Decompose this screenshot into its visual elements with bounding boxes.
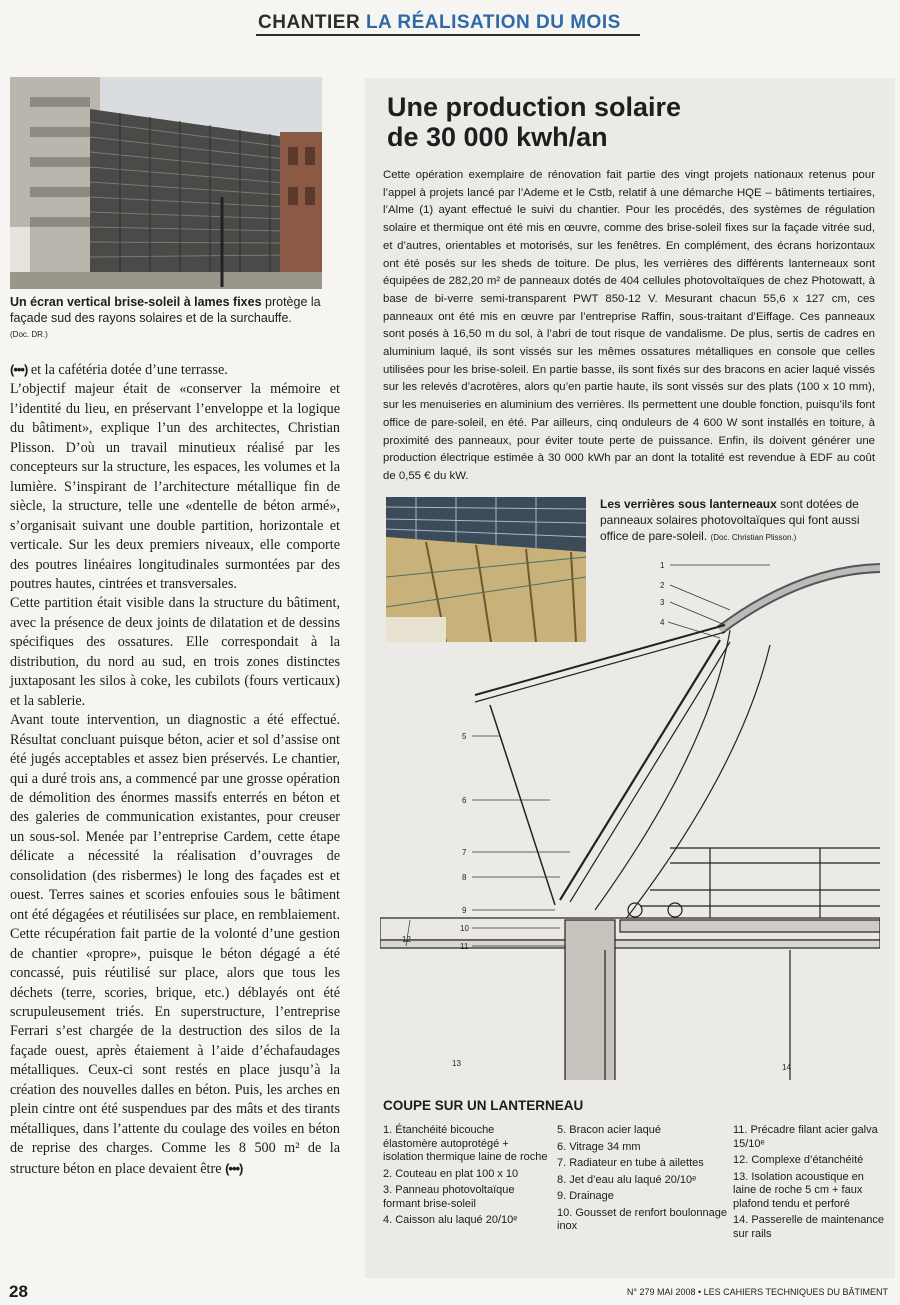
diagram-legend <box>383 1098 885 1240</box>
legend-column <box>733 1124 888 1244</box>
article-column <box>10 360 340 1179</box>
caption-bold: Les verrières sous lanterneaux <box>600 497 777 511</box>
diagram-label: 11 <box>460 942 469 951</box>
continuation-marker: (•••) <box>225 1160 243 1176</box>
photo-credit: (Doc. Christian Plisson.) <box>710 533 797 542</box>
article-paragraph: L’objectif majeur était de «conserver la mémoire et l’identité du lieu, en préservant l’enveloppe et la logique du bâtiment», explique l’un des architectes, Christian Plisson. D’où un travail minutieux réalisé par les concepteurs sur la structure, les espaces, les volumes et la lumière. S’inspirant de l’architecture métallique fin de siècle, la structure, telle une «dentelle de béton armé», s’organisait suivant une double partition, horizontale et verticale. Sur les deux premiers niveaux, elle comporte des poutres linéaires longitudinales surmontées par des poutres hautes, cintrées et transversales. <box>10 381 340 592</box>
page-number: 28 <box>9 1282 28 1301</box>
legend-item: 6. Vitrage 34 mm <box>557 1140 641 1153</box>
diagram-label: 4 <box>660 618 665 627</box>
legend-column <box>557 1124 727 1237</box>
diagram-label: 13 <box>452 1059 461 1068</box>
header-rule <box>256 34 640 36</box>
publication-info: N° 279 MAI 2008 • LES CAHIERS TECHNIQUES DU BÂTIMENT <box>626 1287 888 1297</box>
section-name: CHANTIER <box>258 12 361 33</box>
diagram-label: 3 <box>660 598 665 607</box>
section-title <box>258 12 621 34</box>
skylight-photo-caption <box>600 496 880 546</box>
legend-item: 7. Radiateur en tube à ailettes <box>557 1157 704 1169</box>
facade-photo-caption <box>10 294 340 343</box>
legend-column <box>383 1124 548 1231</box>
article-paragraph: (•••) et la cafétéria dotée d’une terrasse. <box>10 362 228 378</box>
legend-item: 3. Panneau photovoltaïque formant brise-soleil <box>383 1184 515 1210</box>
legend-item: 11. Précadre filant acier galva 15/10ᵉ <box>733 1124 878 1150</box>
legend-item: 14. Passerelle de maintenance sur rails <box>733 1214 885 1240</box>
diagram-label: 7 <box>462 848 467 857</box>
legend-item: 1. Étanchéité bicouche élastomère autoprotégé + isolation thermique laine de roche <box>383 1124 548 1163</box>
skylight-section-diagram <box>380 550 880 1080</box>
legend-item: 4. Caisson alu laqué 20/10ᵉ <box>383 1214 518 1226</box>
legend-item: 5. Bracon acier laqué <box>557 1124 661 1136</box>
caption-text: sont dotées de panneaux solaires photovoltaïques qui font aussi office de pare-soleil. <box>600 497 860 543</box>
caption-text: protège la façade sud des rayons solaires et de la surchauffe. <box>10 295 321 325</box>
article-paragraph: Avant toute intervention, un diagnostic a été effectué. Résultat concluant puisque béton, acier et sol d’assise ont été jugés acceptables et assez bien préservés. Le chantier, qui a duré trois ans, a commencé par une grosse opération de démolition des énormes massifs enterrés en béton et des galeries de communication existantes, pour creuser un sous-sol. Menée par l’entreprise Cardem, cette étape délicate a nécessité la réalisation d’ouvrages de consolidation (des risbermes) le long des façades est et ouest. Terres saines et scories enfouies sous le bâtiment ont été dégagées et réutilisées sur place, en remblaiement. Cette récupération fait partie de la volonté d’une gestion de chantier «propre», puisque le béton dégagé a été concassé, puis réutilisé sur place, alors que tous les déchets (terre, scories, brique, etc.) déblayés ont été scrupuleusement triés. En superstructure, l’entreprise Ferrari s’est chargée de la destruction des silos de la façade ouest, après étaiement à l’aide d’échafaudages métalliques. Ceux-ci sont restés en place jusqu’à la création des nouvelles dalles en béton. Puis, les arches en plein cintre ont été suspendues par des mâts et des tirants métalliques, dans l’attente du coulage des voiles en béton de reprise des charges. Comme les 8 500 m² de la structure béton en place devaient être (•••) <box>10 712 340 1177</box>
legend-item: 12. Complexe d’étanchéité <box>733 1154 864 1166</box>
facade-photo <box>10 77 322 289</box>
subsection-name: LA RÉALISATION DU MOIS <box>365 12 621 33</box>
sidebar-paragraph: Cette opération exemplaire de rénovation fait partie des vingt projets nationaux retenus pour l’appel à projets lancé par l’Ademe et le Cstb, relatif à une démarche HQE – bâtiments tertiaires, l’Alme (1) ayant effectué le suivi du chantier. Pour les procédés, des systèmes de régulation solaire et thermique ont été mis en œuvre, comme des brise-soleil fixes sur la façade vitrée sud, et d’autres, orientables et motorisés, sur les fenêtres. En complément, des écrans horizontaux ont été posés sur les sheds de toiture. De plus, les verrières des différents lanterneaux sont équipées de 282,20 m² de panneaux dotés de 404 cellules photovoltaïques de chez Photowatt, à base de bi-verre semi-transparent PWT 850-12 V. Mesurant chacun 55,6 x 127 cm, ces panneaux ont été mis en œuvre par l’entreprise Raffin, sous-traitant d’Eiffage. Ces panneaux sont posés à 16,50 m du sol, à l’abri de tout risque de vandalisme. De plus, sertis de cadres en aluminium laqué, ils sont vissés sur les mêmes ossatures métalliques en console que celles utilisées pour les brise-soleil. En partie basse, ils sont fixés sur des bracons en acier laqué vissés sur les relevés d’acrotères, alors qu’en partie haute, ils sont vissés sur des plats (100 x 10 mm), sur les menuiseries en aluminium des verrières. Ils permettent une double fonction, puisqu’ils font office de pare-soleil, en été. Par ailleurs, cinq onduleurs de 4 600 W sont installés en toiture, à proximité des panneaux, pour éviter toute perte de puissance. Enfin, ils doivent générer une production électrique estimée à 30 000 kWh par an dont la totalité est revendue à EDF au coût de 0,55 € du kW. <box>383 169 875 482</box>
diagram-label: 5 <box>462 732 467 741</box>
legend-item: 9. Drainage <box>557 1190 614 1202</box>
diagram-label: 12 <box>402 935 411 944</box>
section-header <box>0 0 900 40</box>
legend-item: 2. Couteau en plat 100 x 10 <box>383 1167 519 1180</box>
diagram-label: 8 <box>462 873 467 882</box>
diagram-label: 9 <box>462 906 467 915</box>
diagram-label: 1 <box>660 561 665 570</box>
article-paragraph: Cette partition était visible dans la structure du bâtiment, avec la présence de deux joints de dilatation et de dessins spécifiques des ossatures. Elle correspondait à la distribution, du nord au sud, en trois zones distinctes juxtaposant les silos à coke, les cubilots (fours verticaux) et la sablerie. <box>10 595 340 709</box>
legend-title: COUPE SUR UN LANTERNEAU <box>383 1098 584 1113</box>
diagram-label: 6 <box>462 796 467 805</box>
continuation-marker: (•••) <box>10 362 28 377</box>
diagram-label: 10 <box>460 924 469 933</box>
diagram-label: 14 <box>782 1063 791 1072</box>
photo-credit: (Doc. DR.) <box>10 330 48 339</box>
sidebar-body <box>383 167 875 486</box>
legend-item: 8. Jet d’eau alu laqué 20/10ᵉ <box>557 1173 697 1186</box>
diagram-label: 2 <box>660 581 665 590</box>
legend-item: 10. Gousset de renfort boulonnage inox <box>557 1206 728 1232</box>
legend-item: 13. Isolation acoustique en laine de roche 5 cm + faux plafond tendu et perforé <box>733 1170 864 1210</box>
sidebar-title: Une production solaire de 30 000 kwh/an <box>387 92 682 152</box>
caption-bold: Un écran vertical brise-soleil à lames fixes <box>10 295 262 309</box>
